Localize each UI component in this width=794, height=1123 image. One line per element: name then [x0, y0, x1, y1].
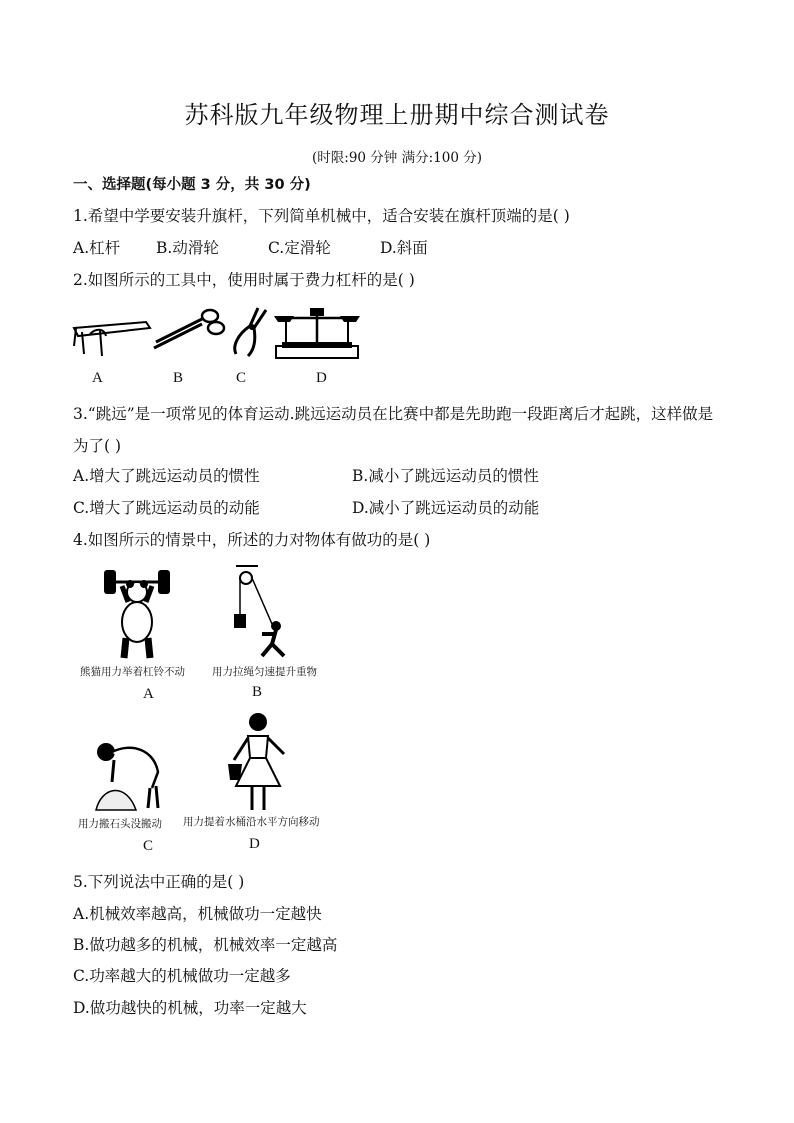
q3-option-c: C.增大了跳远运动员的动能 [73, 499, 260, 517]
q3-option-b: B.减小了跳远运动员的惯性 [352, 467, 539, 485]
q4-stem: 4.如图所示的情景中，所述的力对物体有做功的是( ) [73, 531, 431, 549]
q4-caption-a: 熊猫用力举着杠铃不动 [80, 666, 185, 678]
q5-option-c: C.功率越大的机械做功一定越多 [73, 967, 291, 985]
q4-label-c: C [143, 838, 154, 854]
pulley-rope-icon [232, 564, 294, 662]
q4-label-a: A [143, 686, 154, 702]
balance-scale-icon [272, 304, 362, 360]
q4-label-d: D [249, 836, 260, 852]
q2-stem: 2.如图所示的工具中，使用时属于费力杠杆的是( ) [73, 271, 415, 289]
q2-label-d: D [316, 370, 327, 386]
q1-option-c: C.定滑轮 [268, 239, 331, 257]
scissors-icon [152, 306, 227, 354]
q5-option-d: D.做功越快的机械，功率一定越大 [73, 999, 307, 1017]
q4-caption-b: 用力拉绳匀速提升重物 [212, 666, 317, 678]
q1-stem: 1.希望中学要安装升旗杆，下列简单机械中，适合安装在旗杆顶端的是( ) [73, 207, 570, 225]
q3-option-a: A.增大了跳远运动员的惯性 [73, 467, 260, 485]
section-heading: 一、选择题(每小题 3 分，共 30 分) [73, 177, 311, 193]
q4-caption-d: 用力提着水桶沿水平方向移动 [183, 816, 320, 828]
q3-stem-line1: 3.“跳远”是一项常见的体育运动.跳远运动员在比赛中都是先助跑一段距离后才起跳，这样做是 [73, 405, 714, 423]
q4-caption-c: 用力搬石头没搬动 [78, 818, 162, 830]
q5-option-a: A.机械效率越高，机械做功一定越快 [73, 905, 322, 923]
panda-barbell-icon [104, 568, 170, 660]
q3-option-d: D.减小了跳远运动员的动能 [352, 499, 540, 517]
q1-option-b: B.动滑轮 [156, 239, 219, 257]
pliers-icon [228, 306, 272, 358]
carrying-bucket-icon [222, 710, 294, 814]
q3-stem-line2: 为了( ) [73, 437, 122, 455]
q2-label-a: A [92, 370, 103, 386]
lifting-stone-icon [92, 738, 164, 812]
q5-stem: 5.下列说法中正确的是( ) [73, 873, 245, 891]
q1-option-d: D.斜面 [380, 239, 428, 257]
q4-label-b: B [252, 684, 263, 700]
exam-info: (时限:90 分钟 满分:100 分) [312, 150, 482, 166]
bottle-opener-icon [72, 316, 152, 360]
q2-label-b: B [173, 370, 184, 386]
page-title: 苏科版九年级物理上册期中综合测试卷 [184, 101, 610, 129]
q1-option-a: A.杠杆 [73, 239, 121, 257]
q5-option-b: B.做功越多的机械，机械效率一定越高 [73, 936, 338, 954]
q2-label-c: C [236, 370, 247, 386]
